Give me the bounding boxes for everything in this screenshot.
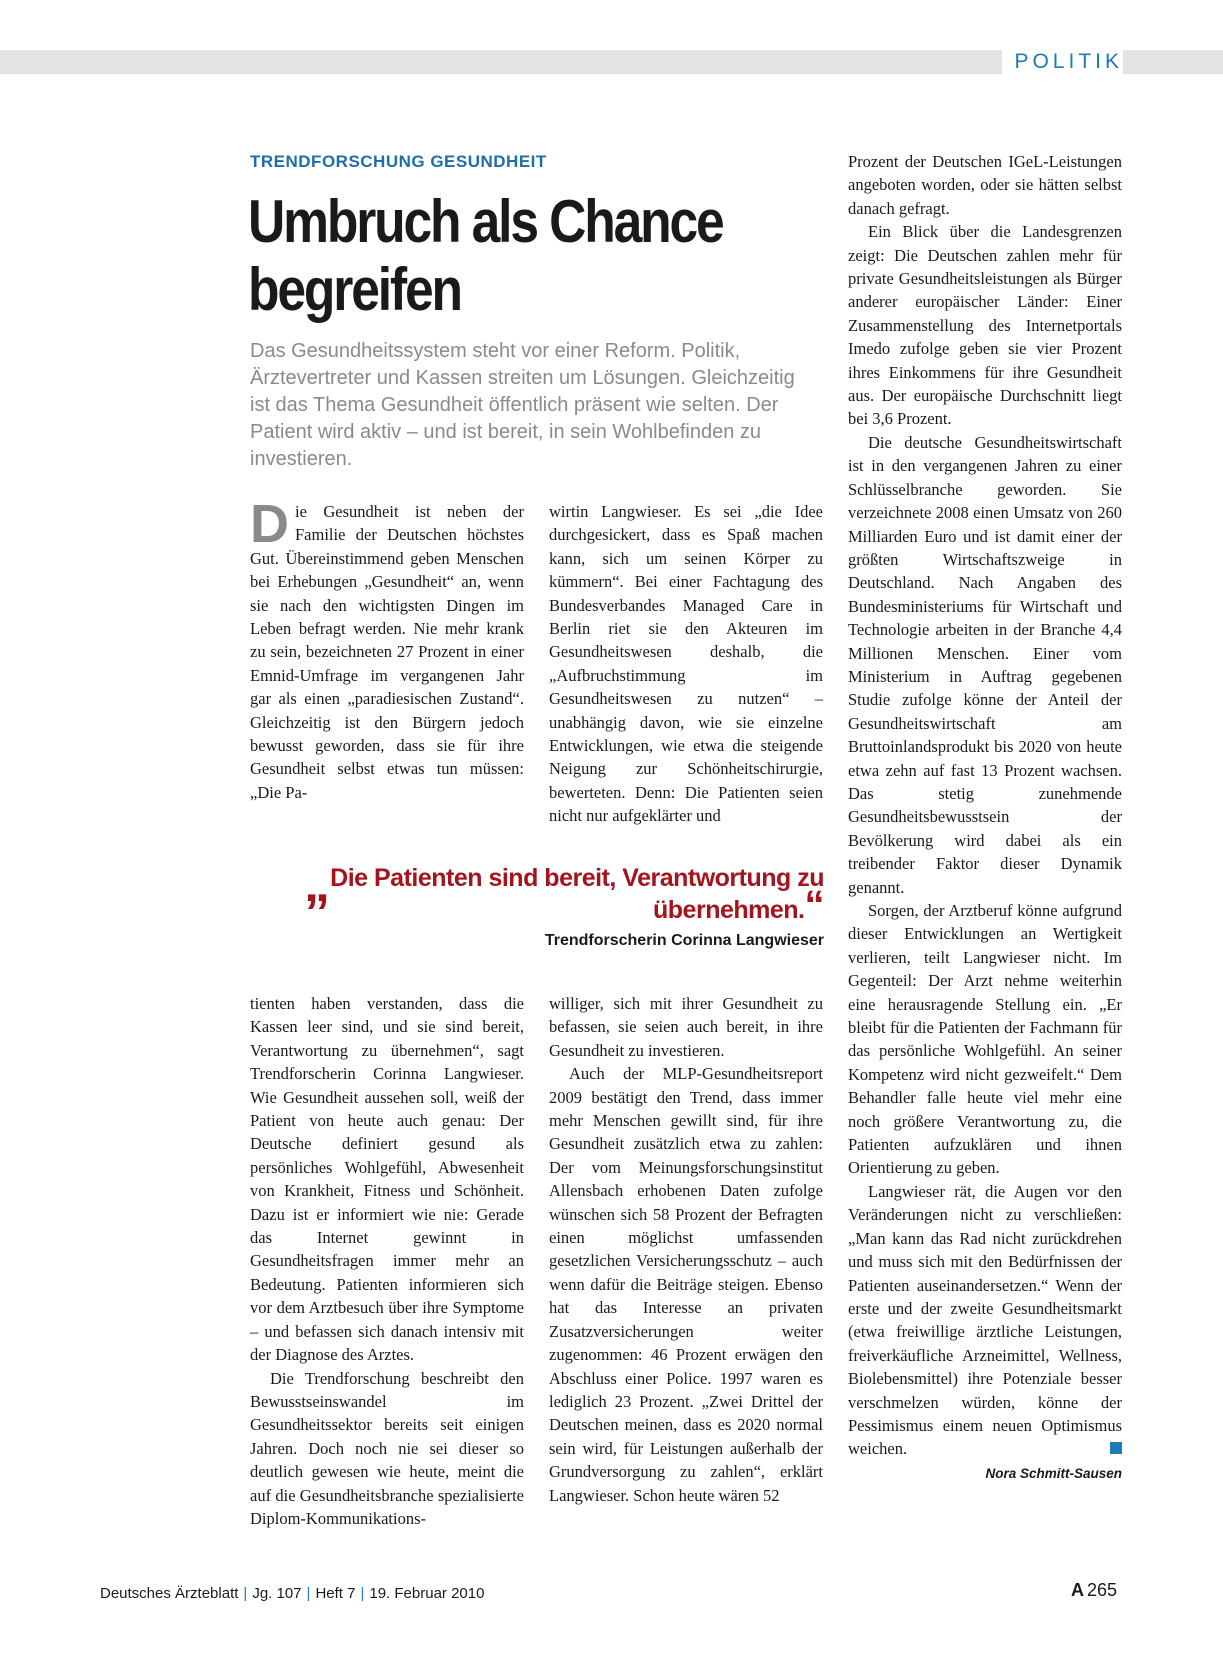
paragraph: Die deutsche Gesundheitswirtschaft ist in den vergangenen Jahren zu einer Schlüsselbranche geworden. Sie verzeichnete 2008 einen Umsatz von 260 Milliarden Euro und ist damit einer der größten Wirtschaftszweige in Deutschland. Nach Angaben des Bundesministeriums für Wirtschaft und Technologie arbeiten in der Branche 4,4 Millionen Menschen. Einer vom Ministerium in Auftrag gegebenen Studie zufolge könne der Anteil der Gesundheitswirtschaft am Bruttoinlandsprodukt bis 2020 von heute etwa zehn auf fast 13 Prozent wachsen. Das stetig zunehmende Gesundheitsbewusstsein der Bevölkerung wird dabei als ein treibender Faktor dieser Dynamik genannt. [848,432,1122,897]
article-lead: Das Gesundheitssystem steht vor einer Reform. Politik, Ärztevertreter und Kassen streiten um Lösungen. Gleichzeitig ist das Thema Gesundheit öffentlich präsent wie selten. Der Patient wird aktiv – und ist bereit, in sein Wohlbefinden zu investieren. [250,340,795,470]
end-square-icon [1110,1442,1122,1454]
paragraph: wirtin Langwieser. Es sei „die Idee durchgesickert, dass es Spaß machen kann, sich um seinen Körper zu kümmern“. Bei einer Fachtagung des Bundesverbandes Managed Care in Berlin riet sie den Akteuren im Gesundheitswesen deshalb, die „Aufbruchstimmung im Gesundheitswesen zu nutzen“ – unabhängig davon, wie sie einzelne Entwicklungen, wie etwa die steigende Neigung zur Schönheitschirurgie, bewerteten. Denn: Die Patienten seien nicht nur aufgeklärter und [549,502,823,826]
paragraph: Ein Blick über die Landesgrenzen zeigt: Die Deutschen zahlen mehr für private Gesundheitsleistungen als Bürger anderer europäischer Länder: Einer Zusammenstellung des Internetportals Imedo zufolge geben sie vier Prozent ihres Einkommens für ihre Gesundheit aus. Der europäische Durchschnitt liegt bei 3,6 Prozent. [848,222,1122,429]
column-1-bottom [250,992,524,1530]
volume: Jg. 107 [252,1585,302,1602]
article-title: Umbruch als Chance begreifen [248,188,723,323]
paragraph-final [848,1180,1122,1461]
paragraph-text: Langwieser rät, die Augen vor den Veränderungen nicht zu verschließen: „Man kann das Rad nicht zurückdrehen und muss sich mit den Bedürfnissen der Patienten auseinandersetzen.“ Wenn der erste und der zweite Gesundheitsmarkt (etwa freiwillige ärztliche Leistungen, freiverkäufliche Arzneimittel, Wellness, Biolebensmittel) ihre Potenziale besser verschmelzen würden, könne der Pessimismus einem neuen Optimismus weichen. [848,1181,1122,1459]
pull-quote-text: Die Patienten sind bereit, Verantwortung zu übernehmen. [330,864,824,924]
column-3 [848,150,1122,1485]
column-1-top [250,494,524,804]
pull-quote [300,862,824,926]
paragraph: Die Trendforschung beschreibt den Bewusstseinswandel im Gesundheitssektor bereits seit einigen Jahren. Doch noch nie sei dieser so deutlich gewesen wie heute, meint die auf die Gesundheitsbranche spezialisierte Diplom-Kommunikations- [250,1368,524,1528]
divider: | [360,1585,365,1602]
page-prefix: A [1070,1580,1084,1600]
page-number [1071,1580,1117,1601]
paragraph: ie Gesundheit ist neben der Familie der Deutschen höchstes Gut. Übereinstimmend geben Menschen bei Erhebungen „Gesundheit“ an, wenn sie nach den wichtigsten Dingen im Leben befragt werden. Nie mehr krank zu sein, bezeichneten 27 Prozent in einer Emnid-Umfrage im vergangenen Jahr gar als einen „paradiesischen Zustand“. Gleichzeitig ist den Bürgern jedoch bewusst geworden, dass sie für ihre Gesundheit selbst etwas tun müssen: „Die Pa- [250,502,524,802]
author: Nora Schmitt-Sausen [985,1465,1122,1481]
column-2-bottom [549,992,823,1507]
paragraph: Prozent der Deutschen IGeL-Leistungen angeboten worden, oder sie hätten selbst danach gefragt. [848,152,1122,218]
paragraph: Sorgen, der Arztberuf könne aufgrund dieser Entwicklungen an Wertigkeit verlieren, teilt Langwieser nicht. Im Gegenteil: Der Arzt nehme weiterhin eine herausragende Stellung ein. „Er bleibt für die Patienten der Fachmann für das persönliche Wohlgefühl. An seiner Kompetenz wird nicht gezweifelt.“ Dem Behandler falle heute viel mehr eine noch größere Verantwortung zu, die Patienten aufzuklären und ihnen Orientierung zu geben. [848,901,1122,1178]
footer [100,1585,484,1602]
quote-open-mark: „ [304,855,330,913]
paragraph: tienten haben verstanden, dass die Kassen leer sind, und sie sind bereit, Verantwortung zu übernehmen“, sagt Trendforscherin Corinna Langwieser. Wie Gesundheit aussehen soll, weiß der Patient von heute auch genau: Der Deutsche definiert gesund als persönliches Wohlgefühl, Abwesenheit von Krankheit, Fitness und Schönheit. Dazu ist er informiert wie nie: Gerade das Internet gewinnt in Gesundheitsfragen immer mehr an Bedeutung. Patienten informieren sich vor dem Arztbesuch über ihre Symptome – und befassen sich danach intensiv mit der Diagnose des Arztes. [250,994,524,1365]
paragraph: Auch der MLP-Gesundheitsreport 2009 bestätigt den Trend, dass immer mehr Menschen gewillt sind, für ihre Gesundheit zusätzlich etwa zu zahlen: Der vom Meinungsforschungsinstitut Allensbach erhobenen Daten zufolge wünschen sich 58 Prozent der Befragten einen möglichst umfassenden gesetzlichen Versicherungsschutz – auch wenn dafür die Beiträge steigen. Ebenso hat das Interesse an privaten Zusatzversicherungen weiter zugenommen: 46 Prozent erwägen den Abschluss einer Police. 1997 waren es lediglich 23 Prozent. „Zwei Drittel der Deutschen meinen, dass es 2020 normal sein wird, für Leistungen außerhalb der Grundversorgung zu zahlen“, erklärt Langwieser. Schon heute wären 52 [549,1064,823,1505]
quote-close-mark: “ [804,883,824,927]
divider: | [306,1585,311,1602]
paragraph: williger, sich mit ihrer Gesundheit zu befassen, sie seien auch bereit, in ihre Gesundheit zu investieren. [549,994,823,1060]
issue: Heft 7 [315,1585,356,1602]
article-kicker: TRENDFORSCHUNG GESUNDHEIT [250,152,547,171]
drop-cap: D [250,494,289,554]
pull-quote-source: Trendforscherin Corinna Langwieser [544,932,824,949]
issue-date: 19. Februar 2010 [369,1585,485,1602]
page-number-value: 265 [1086,1580,1117,1600]
journal-name: Deutsches Ärzteblatt [100,1585,239,1602]
divider: | [243,1585,248,1602]
column-2-top [549,500,823,828]
section-label: POLITIK [1002,49,1123,75]
